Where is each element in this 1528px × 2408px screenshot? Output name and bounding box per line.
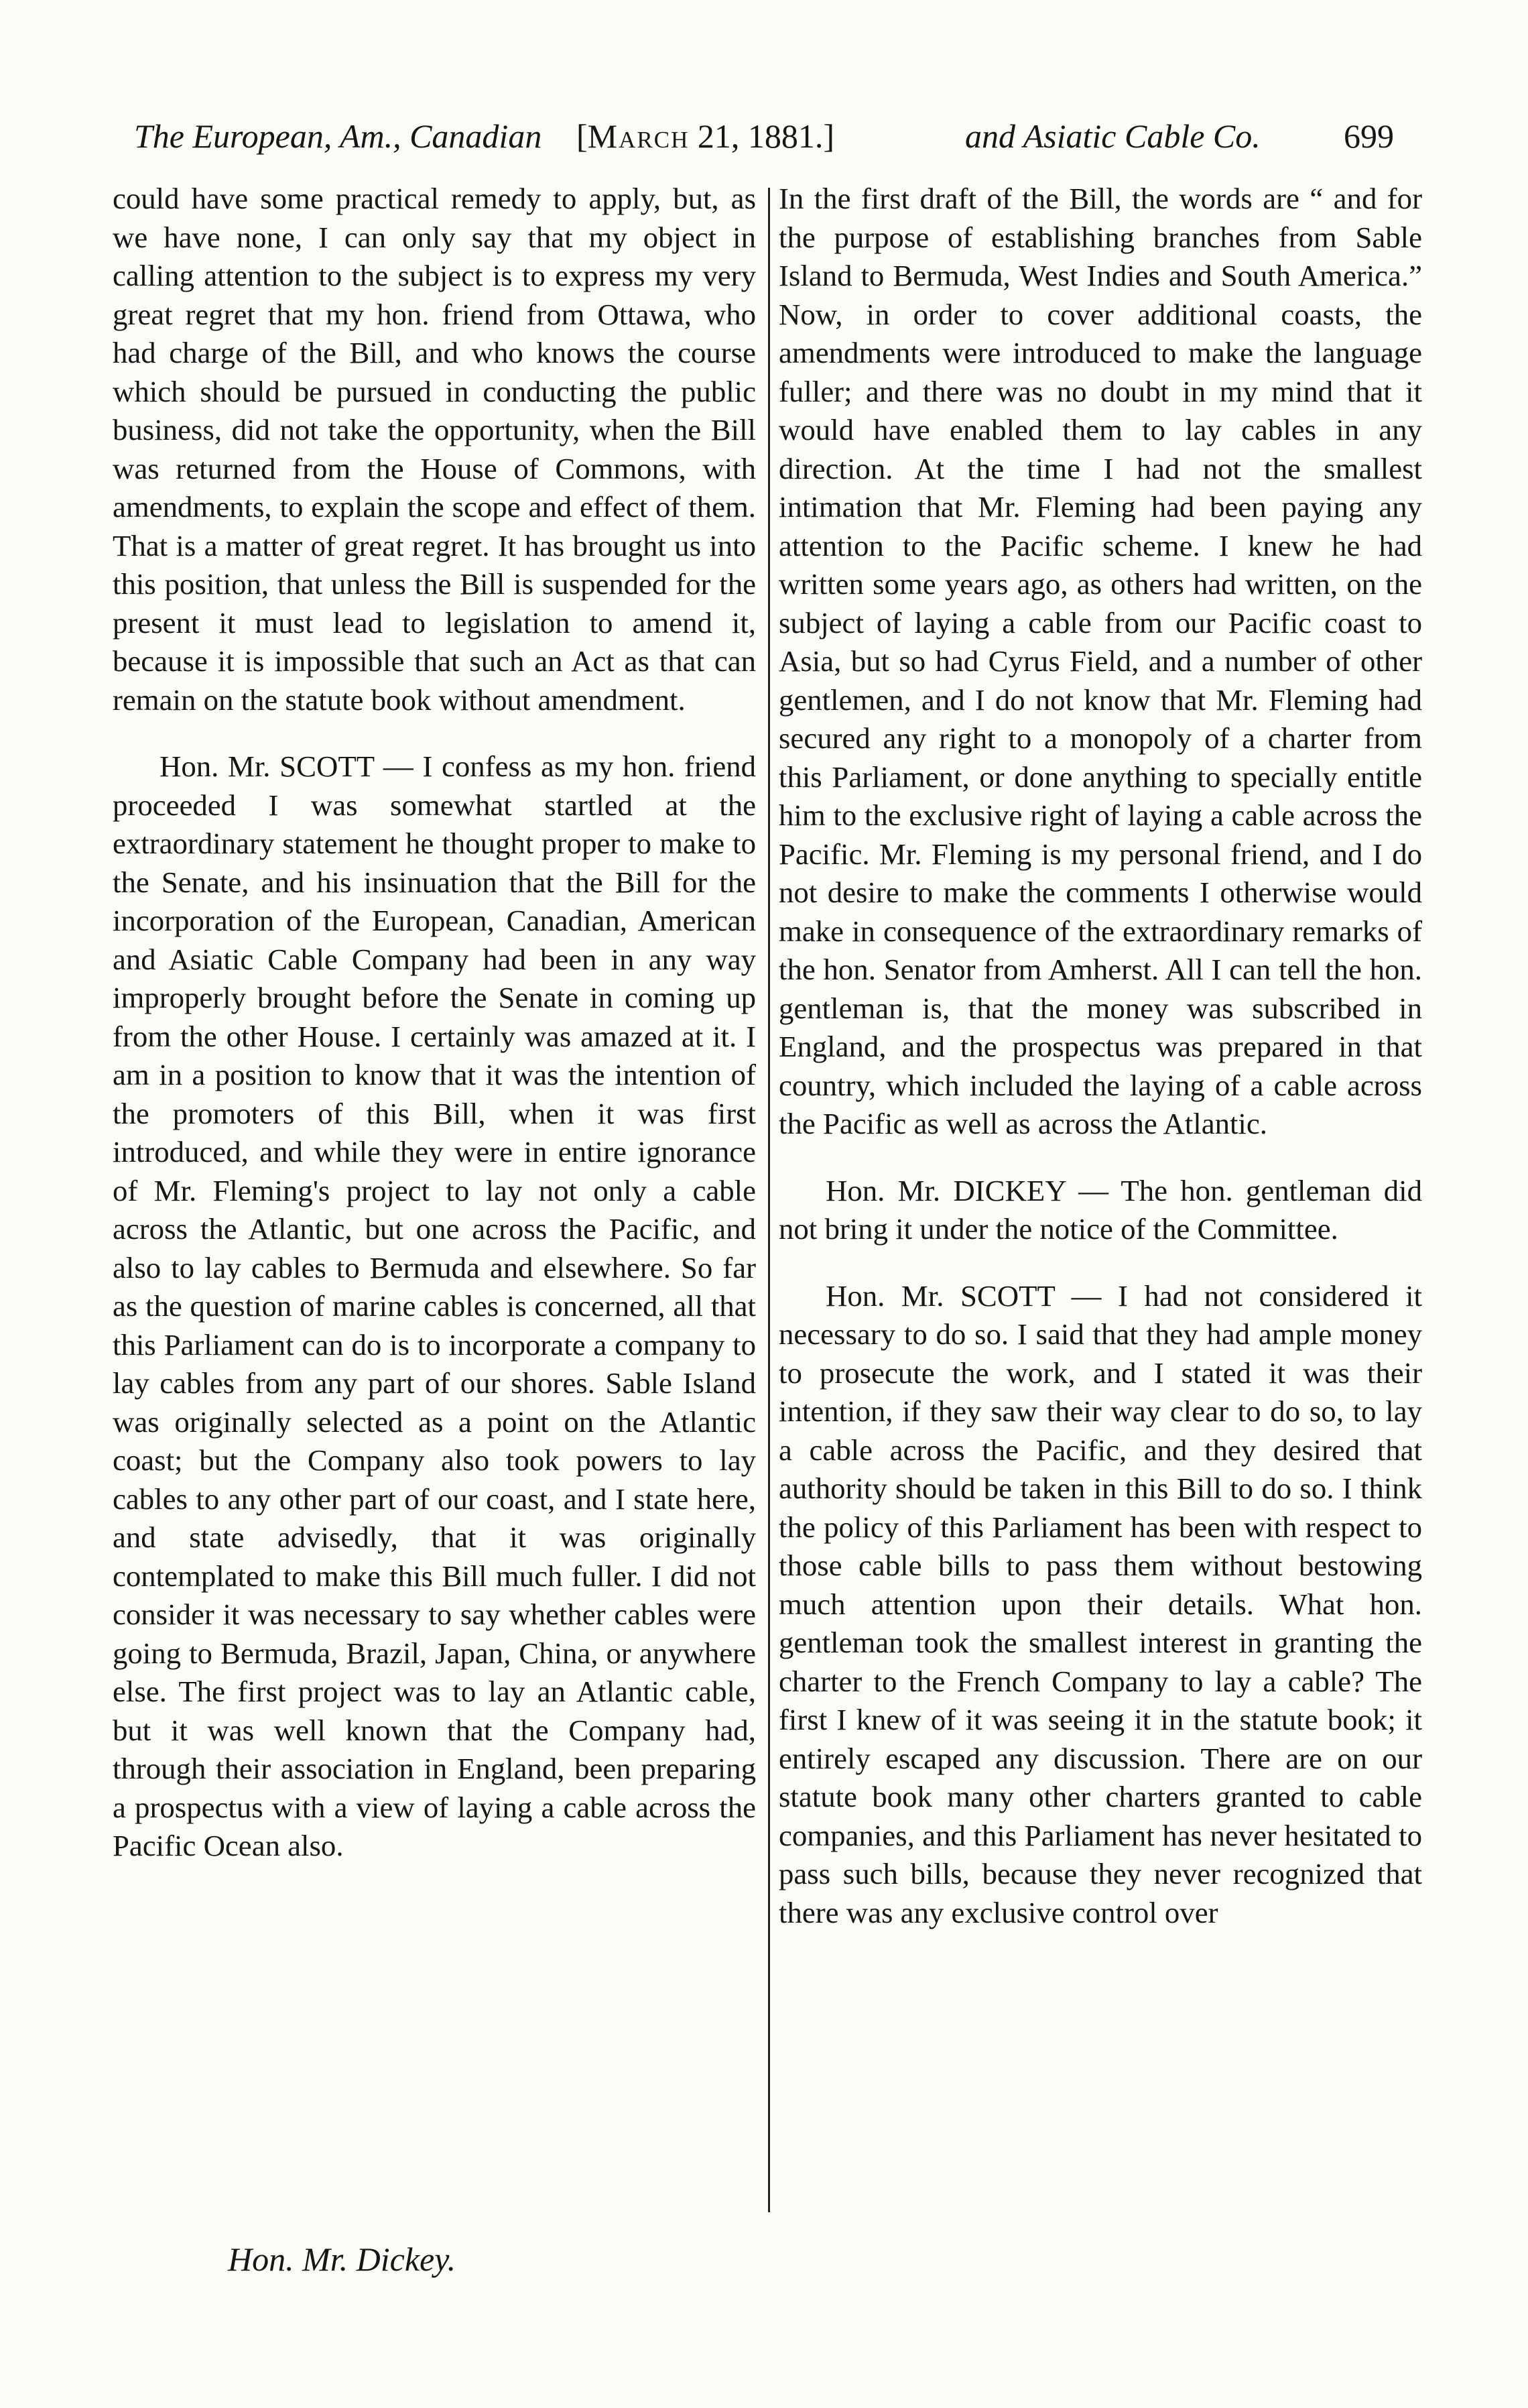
page-number: 699 [1344,117,1394,155]
date-rest: 21, 1881. [689,117,824,155]
column-divider [768,188,770,2212]
header-title-left: The European, Am., Canadian [134,117,542,155]
paragraph: Hon. Mr. DICKEY — The hon. gentleman did not bring it under the notice of the Committee. [779,1173,1422,1246]
paragraph: could have some practical remedy to apply, but, as we have none, I can only say that my object in calling attention to the subject is to express my very great regret that my hon. friend from Ottawa, who had charge of the Bill, and who knows the course which should be pursued in conducting the public business, did not take the opportunity, when the Bill was returned from the House of Commons, with amendments, to explain the scope and effect of them. That is a matter of great regret. It has brought us into this position, that unless the Bill is suspended for the present it must lead to legislation to amend it, because it is impossible that such an Act as that can remain on the statute book without amendment. [113,182,756,717]
date-bracket-open: [ [576,117,588,155]
paragraph: In the first draft of the Bill, the words are “ and for the purpose of establishing branches from Sable Island to Bermuda, West Indies and South America.” Now, in order to cover additional coasts, the amendments were introduced to make the language fuller; and there was no doubt in my mind that it would have enabled them to lay cables in any direction. At the time I had not the smallest intimation that Mr. Fleming had been paying any attention to the Pacific scheme. I knew he had written some years ago, as others had written, on the subject of laying a cable from our Pacific coast to Asia, but so had Cyrus Field, and a number of other gentlemen, and I do not know that Mr. Fleming had secured any right to a monopoly of a charter from this Parliament, or done anything to specially entitle him to the exclusive right of laying a cable across the Pacific. Mr. Fleming is my personal friend, and I do not desire to make the comments I otherwise would make in consequence of the extraordinary remarks of the hon. Senator from Amherst. All I can tell the hon. gentleman is, that the money was subscribed in England, and the prospectus was prepared in that country, which included the laying of a cable across the Pacific as well as across the Atlantic. [779,182,1422,1140]
header-title-right: and Asiatic Cable Co. [965,117,1261,155]
date-month: March [587,117,690,155]
header-date [576,113,834,160]
right-column [779,180,1422,1932]
date-bracket-close: ] [823,117,835,155]
paragraph: Hon. Mr. SCOTT — I confess as my hon. friend proceeded I was somewhat startled at the extraordinary statement he thought proper to make to the Senate, and his insinuation that the Bill for the incorporation of the European, Canadian, American and Asiatic Cable Company had been in any way improperly brought before the Senate in coming up from the other House. I certainly was amazed at it. I am in a position to know that it was the intention of the promoters of this Bill, when it was first introduced, and while they were in entire ignorance of Mr. Fleming's project to lay not only a cable across the Atlantic, but one across the Pacific, and also to lay cables to Bermuda and elsewhere. So far as the question of marine cables is concerned, all that this Parliament can do is to incorporate a company to lay cables from any part of our shores. Sable Island was originally selected as a point on the Atlantic coast; but the Company also took powers to lay cables to any other part of our coast, and I state here, and state advisedly, that it was originally contemplated to make this Bill much fuller. I did not consider it was necessary to say whether cables were going to Bermuda, Brazil, Japan, China, or anywhere else. The first project was to lay an Atlantic cable, but it was well known that the Company had, through their association in England, been preparing a prospectus with a view of laying a cable across the Pacific Ocean also. [113,749,756,1862]
speaker-footer: Hon. Mr. Dickey. [228,2240,456,2278]
running-header [134,113,1394,160]
left-column [113,180,756,1866]
paragraph: Hon. Mr. SCOTT — I had not considered it necessary to do so. I said that they had ample money to prosecute the work, and I stated it was their intention, if they saw their way clear to do so, to lay a cable across the Pacific, and they desired that authority should be taken in this Bill to do so. I think the policy of this Parliament has been with respect to those cable bills to pass them without bestowing much attention upon their details. What hon. gentleman took the smallest interest in granting the charter to the French Company to lay a cable? The first I knew of it was seeing it in the statute book; it entirely escaped any discussion. There are on our statute book many other charters granted to cable companies, and this Parliament has never hesitated to pass such bills, because they never recognized that there was any exclusive control over [779,1278,1422,1929]
